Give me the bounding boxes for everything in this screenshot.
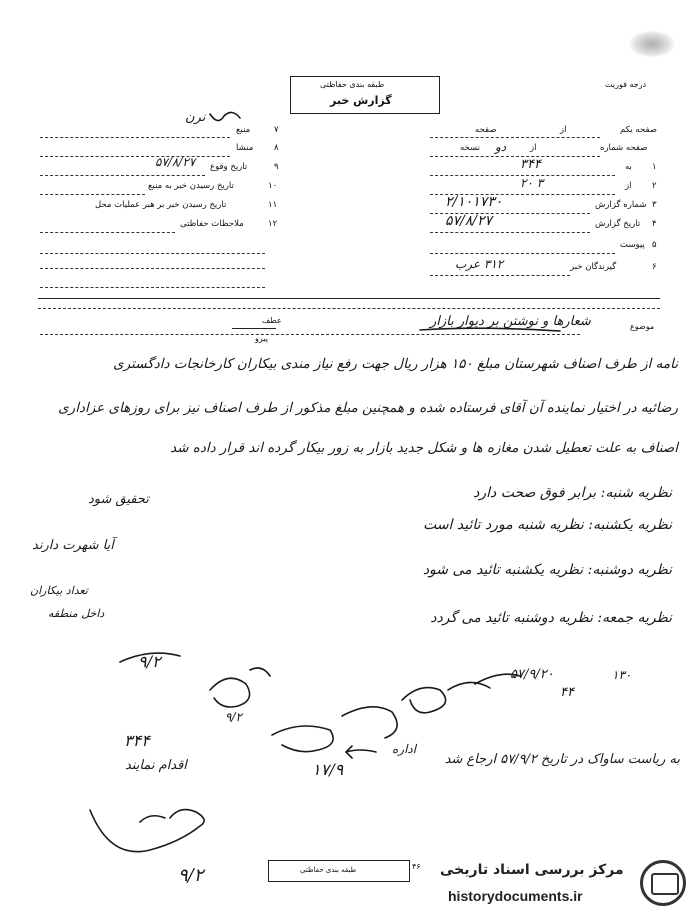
form-title: گزارش خبر: [330, 94, 392, 107]
field-num: ۱: [652, 162, 657, 172]
side-note: داخل منطقه: [48, 607, 105, 620]
field-label: منبع: [236, 125, 251, 135]
watermark-site: historydocuments.ir: [448, 888, 583, 904]
field-num: ۹: [274, 162, 279, 172]
field-label: به: [625, 162, 632, 172]
field-label: از: [625, 181, 632, 191]
subject-value: شعارها و نوشتن بر دیوار بازار: [430, 314, 591, 329]
refer-line: به ریاست ساواک در تاریخ ۵۷/۹/۲ ارجاع شد: [444, 752, 680, 767]
side-note: تعداد بیکاران: [30, 584, 88, 597]
field-label: گیرندگان خبر: [570, 262, 617, 272]
field-num: ۵: [652, 240, 657, 250]
signature-value: ۱۷/۹: [312, 760, 344, 779]
classification-top: طبقه بندی حفاظتی: [320, 80, 385, 89]
field-label: پیوست: [620, 240, 645, 250]
field-num: ۴: [652, 219, 657, 229]
num-344: ۳۴۴: [124, 731, 150, 750]
watermark-center-name: مرکز بررسی اسناد تاریخی: [440, 862, 624, 878]
field-num: ۶: [652, 262, 657, 272]
field-label: منشا: [236, 143, 254, 153]
note-line: نظریه یکشنبه: نظریه شنبه مورد تائید است: [423, 517, 672, 533]
side-note: آیا شهرت دارند: [32, 538, 114, 553]
field-num: ۳: [652, 200, 657, 210]
atf-label: عطف: [262, 316, 282, 325]
body-line: اصناف به علت تعطیل شدن مغازه ها و شکل جدید بازار به زور بیکار گرده اند قرار داده شد: [170, 440, 678, 456]
field-value: ۲۰ ۳: [520, 176, 544, 190]
field-label: تاریخ وقوع: [210, 162, 248, 172]
subject-label: موضوع: [630, 322, 655, 331]
field-label: شماره گزارش: [595, 200, 647, 210]
field-label: تاریخ رسیدن خبر به منبع: [148, 181, 234, 191]
field-value: ۵۷/۸/۲۷: [445, 213, 493, 229]
field-label: تاریخ رسیدن خبر بر هبر عملیات محل: [95, 200, 227, 210]
date-annotation: ۹/۲: [178, 865, 204, 886]
urgency-label: درجه فوریت: [605, 80, 647, 89]
field-value: ۳۴۴: [520, 157, 541, 172]
field-num: ۲: [652, 181, 657, 191]
field-value: ۳۱۲ عرب: [455, 257, 504, 271]
field-label: تاریخ گزارش: [595, 219, 641, 229]
field-value: ۲/۱۰۱۷۳۰: [445, 194, 503, 210]
watermark-logo-icon: [640, 860, 686, 906]
field-num: ۱۲: [268, 219, 278, 229]
page-number: ۴۶: [412, 862, 421, 871]
side-note: تحقیق شود: [88, 492, 149, 507]
action-note: اقدام نمایند: [125, 758, 187, 773]
ref-date: ۵۷/۹/۲۰: [510, 667, 554, 682]
copy-value: دو: [495, 140, 507, 154]
arrow-note: اداره: [392, 742, 417, 756]
field-num: ۷: [274, 125, 279, 135]
field-label: نسخه: [460, 143, 480, 153]
field-label: صفحه: [475, 125, 497, 135]
date-annotation: ۹/۲: [225, 710, 242, 724]
field-label: ملاحظات حفاظتی: [180, 219, 244, 229]
note-line: نظریه جمعه: نظریه دوشنبه تائید می گردد: [430, 610, 672, 626]
field-value: ۵۷/۸/۲۷: [155, 155, 196, 169]
classification-bottom: طبقه بندی حفاظتی: [300, 866, 357, 874]
ref-number: ۱۳۰: [612, 668, 632, 682]
field-num: ۸: [274, 143, 279, 153]
note-line: نظریه دوشنبه: نظریه یکشنبه تائید می شود: [422, 562, 672, 578]
note-line: نظریه شنبه: برابر فوق صحت دارد: [473, 485, 672, 501]
date-annotation: ۹/۲: [138, 652, 161, 671]
field-label: صفحه یکم: [620, 125, 657, 135]
peyro-label: پیرو: [255, 334, 268, 343]
body-line: رضائیه در اختیار نماینده آن آقای فرستاده شده و همچنین مبلغ مذکور از طرف اصناف نیز برای روزهای عزاداری: [58, 400, 678, 416]
field-label: از: [530, 143, 537, 153]
body-line: نامه از طرف اصناف شهرستان مبلغ ۱۵۰ هزار ریال جهت رفع نیاز مندی بیکاران کارخانجات دادگستری: [113, 356, 678, 372]
ref-sub: ۴۴: [560, 685, 574, 700]
field-num: ۱۱: [268, 200, 278, 210]
field-value: نرن: [185, 110, 206, 125]
field-num: ۱۰: [268, 181, 278, 191]
field-label: صفحه شماره: [600, 143, 648, 153]
watermark: [428, 858, 690, 916]
field-label: از: [560, 125, 567, 135]
